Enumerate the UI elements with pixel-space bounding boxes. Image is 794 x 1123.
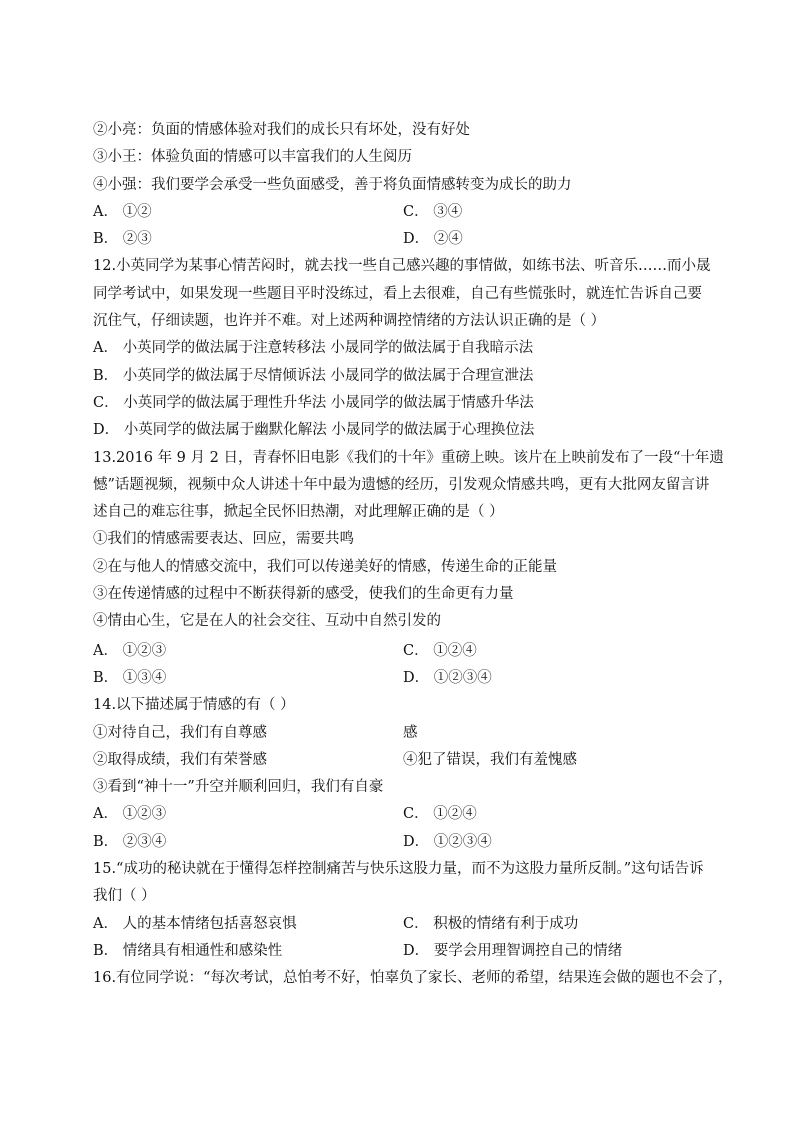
question-stem-line: 憾”话题视频，视频中众人讲述十年中最为遗憾的经历，引发观众情感共鸣，更有大批网友留言讲 — [93, 476, 710, 493]
question-13 — [93, 445, 724, 693]
options-row-ac — [93, 911, 713, 938]
option-d[interactable]: D． ①②③④ — [403, 833, 492, 850]
statement-3: ③在传递情感的过程中不断获得新的感受，使我们的生命更有力量 — [93, 586, 514, 603]
option-d[interactable]: D． ①②③④ — [403, 669, 492, 686]
options-row-bd — [93, 829, 713, 856]
statement-3: ③小王：体验负面的情感可以丰富我们的人生阅历 — [93, 149, 412, 166]
option-a[interactable]: A． ①②③ — [93, 806, 167, 823]
option-c[interactable]: C． ③④ — [403, 203, 463, 220]
statement-2: ②小亮：负面的情感体验对我们的成长只有坏处，没有好处 — [93, 122, 470, 138]
options-row-bd — [93, 665, 713, 692]
options-row-ac — [93, 801, 713, 828]
option-d[interactable]: D． 小英同学的做法属于幽默化解法 小晟同学的做法属于心理换位法 — [93, 422, 535, 439]
options-row-bd — [93, 938, 713, 965]
option-b[interactable]: B． ②③④ — [93, 833, 167, 850]
question-stem: 14.以下描述属于情感的有（ ） — [93, 697, 295, 714]
question-15 — [93, 856, 713, 965]
option-c[interactable]: C． ①②④ — [403, 806, 477, 823]
question-stem-line: 16.有位同学说：“每次考试，总怕考不好，怕辜负了家长、老师的希望，结果连会做的题也不会了， — [93, 970, 733, 987]
option-c[interactable]: C． 小英同学的做法属于理性升华法 小晟同学的做法属于情感升华法 — [93, 394, 534, 411]
question-stem-line: 12.小英同学为某事心情苦闷时，就去找一些自己感兴趣的事情做，如练书法、听音乐……而小晟 — [93, 258, 711, 275]
statement-3: ③看到“神十一”升空并顺利回归，我们有自豪 — [93, 779, 384, 796]
option-b[interactable]: B． 情绪具有相通性和感染性 — [93, 942, 283, 959]
question-12 — [93, 253, 713, 444]
question-11-tail — [93, 117, 713, 253]
question-stem-line: 沉住气，仔细读题，也许并不难。对上述两种调控情绪的方法认识正确的是（ ） — [93, 313, 606, 330]
statement-4: ④犯了错误，我们有羞愧感 — [403, 751, 577, 768]
question-14 — [93, 692, 713, 856]
option-b[interactable]: B． 小英同学的做法属于尽情倾诉法 小晟同学的做法属于合理宣泄法 — [93, 367, 534, 384]
option-d[interactable]: D． 要学会用理智调控自己的情绪 — [403, 942, 623, 959]
option-a[interactable]: A． 小英同学的做法属于注意转移法 小晟同学的做法属于自我暗示法 — [93, 340, 534, 357]
option-a[interactable]: A． ①②③ — [93, 642, 167, 659]
options-row-bd — [93, 226, 713, 253]
statement-4: ④小强：我们要学会承受一些负面感受，善于将负面情感转变为成长的助力 — [93, 176, 572, 193]
statements-row-2 — [93, 747, 713, 774]
option-a[interactable]: A． ①② — [93, 203, 152, 220]
question-16 — [93, 965, 733, 992]
option-b[interactable]: B． ①③④ — [93, 669, 167, 686]
option-a[interactable]: A． 人的基本情绪包括喜怒哀惧 — [93, 915, 297, 932]
statement-3-overflow: 感 — [403, 724, 418, 741]
statement-2: ②取得成绩，我们有荣誉感 — [93, 751, 267, 768]
question-stem-line: 同学考试中，如果发现一些题目平时没练过，看上去很难，自己有些慌张时，就连忙告诉自己要 — [93, 285, 702, 302]
option-c[interactable]: C． 积极的情绪有利于成功 — [403, 915, 579, 932]
options-row-ac — [93, 638, 713, 665]
statement-1: ①对待自己，我们有自尊感 — [93, 724, 267, 741]
statement-1: ①我们的情感需要表达、回应，需要共鸣 — [93, 531, 354, 548]
question-stem-line: 13.2016 年 9 月 2 日，青春怀旧电影《我们的十年》重磅上映。该片在上映前发布了一段“十年遗 — [93, 449, 724, 466]
option-c[interactable]: C． ①②④ — [403, 642, 477, 659]
statement-4: ④情由心生，它是在人的社会交往、互动中自然引发的 — [93, 613, 441, 630]
question-stem-line: 述自己的难忘往事，掀起全民怀旧热潮，对此理解正确的是（ ） — [93, 504, 504, 521]
options-row-ac — [93, 199, 713, 226]
option-d[interactable]: D． ②④ — [403, 231, 463, 248]
question-stem-line: 15.“成功的秘诀就在于懂得怎样控制痛苦与快乐这股力量，而不为这股力量所反制。”这句话告诉 — [93, 861, 704, 878]
exam-page — [93, 117, 733, 993]
statement-2: ②在与他人的情感交流中，我们可以传递美好的情感，传递生命的正能量 — [93, 558, 557, 575]
option-b[interactable]: B． ②③ — [93, 231, 152, 248]
question-stem-line: 我们（ ） — [93, 888, 156, 905]
statements-row-1 — [93, 720, 713, 747]
